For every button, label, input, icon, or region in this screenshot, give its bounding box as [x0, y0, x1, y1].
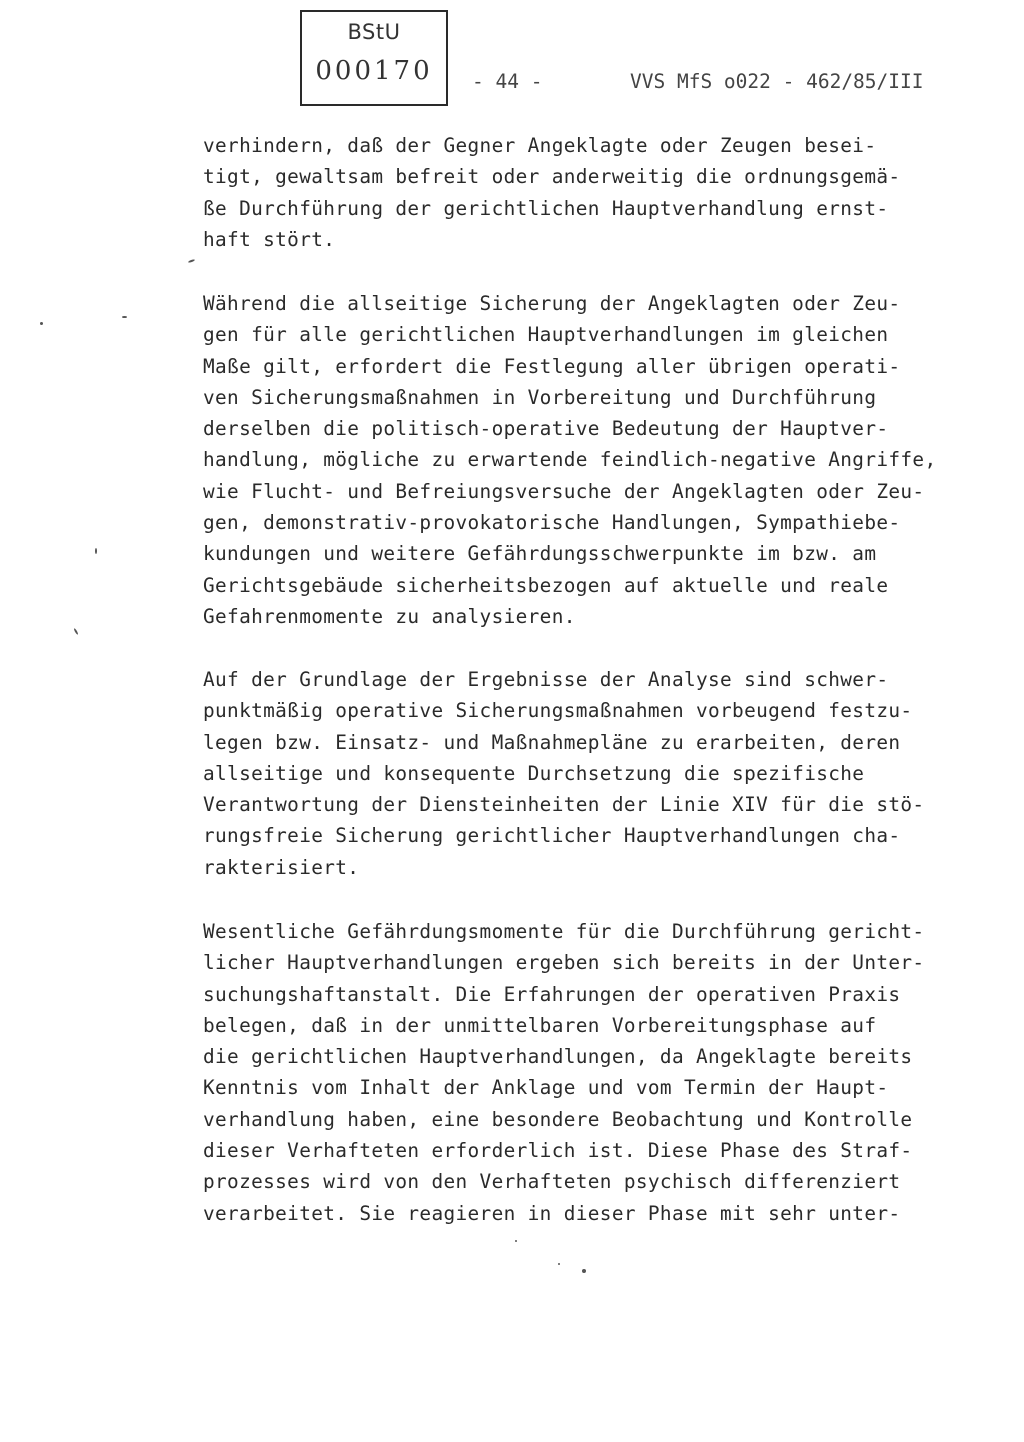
paragraph — [203, 664, 924, 883]
text-line: Kenntnis vom Inhalt der Anklage und vom Termin der Haupt- — [203, 1076, 889, 1100]
text-line: Verantwortung der Diensteinheiten der Linie XIV für die stö- — [203, 793, 925, 817]
scan-speck — [40, 322, 43, 325]
text-line: haft stört. — [203, 227, 336, 251]
text-line: wie Flucht- und Befreiungsversuche der Angeklagten oder Zeu- — [203, 479, 925, 503]
text-line: Wesentliche Gefährdungsmomente für die Durchführung gericht- — [203, 920, 925, 943]
text-line: verhindern, daß der Gegner Angeklagte oder Zeugen besei- — [203, 134, 877, 157]
scan-speck — [515, 1240, 517, 1242]
text-line: Während die allseitige Sicherung der Angeklagten oder Zeu- — [203, 292, 901, 315]
stamp-number: 000170 — [315, 56, 433, 86]
text-line: licher Hauptverhandlungen ergeben sich bereits in der Unter- — [203, 951, 925, 975]
page-number: - 44 - — [472, 70, 543, 93]
scan-speck — [73, 628, 78, 635]
text-line: dieser Verhafteten erforderlich ist. Diese Phase des Straf- — [203, 1139, 913, 1163]
text-line: rungsfreie Sicherung gerichtlicher Hauptverhandlungen cha- — [203, 824, 901, 848]
document-reference: VVS MfS o022 - 462/85/III — [630, 70, 924, 93]
text-line: derselben die politisch-operative Bedeutung der Hauptver- — [203, 417, 889, 441]
scan-speck — [95, 548, 97, 554]
text-line: Gerichtsgebäude sicherheitsbezogen auf aktuelle und reale — [203, 573, 889, 597]
scan-speck — [188, 259, 195, 263]
text-line: suchungshaftanstalt. Die Erfahrungen der operativen Praxis — [203, 982, 901, 1006]
archive-stamp — [300, 10, 448, 106]
text-line: kundungen und weitere Gefährdungsschwerpunkte im bzw. am — [203, 542, 877, 566]
text-line: Auf der Grundlage der Ergebnisse der Analyse sind schwer- — [203, 668, 889, 691]
text-line: verhandlung haben, eine besondere Beobachtung und Kontrolle — [203, 1107, 913, 1131]
scan-speck — [582, 1269, 586, 1273]
text-line: Maße gilt, erfordert die Festlegung aller übrigen operati- — [203, 354, 901, 378]
text-line: Gefahrenmomente zu analysieren. — [203, 604, 576, 628]
text-line: verarbeitet. Sie reagieren in dieser Phase mit sehr unter- — [203, 1201, 901, 1225]
text-line: belegen, daß in der unmittelbaren Vorbereitungsphase auf — [203, 1013, 877, 1037]
text-line: handlung, mögliche zu erwartende feindlich-negative Angriffe, — [203, 448, 937, 472]
paragraph — [203, 288, 936, 632]
text-line: allseitige und konsequente Durchsetzung die spezifische — [203, 761, 865, 785]
text-line: gen, demonstrativ-provokatorische Handlungen, Sympathiebe- — [203, 511, 901, 535]
paragraph — [203, 916, 924, 1229]
paragraph — [203, 130, 900, 255]
stamp-org: BStU — [347, 20, 401, 44]
scan-speck — [558, 1263, 560, 1265]
text-line: prozesses wird von den Verhafteten psychisch differenziert — [203, 1170, 901, 1194]
text-line: punktmäßig operative Sicherungsmaßnahmen vorbeugend festzu- — [203, 699, 913, 723]
text-line: ven Sicherungsmaßnahmen in Vorbereitung und Durchführung — [203, 385, 877, 409]
text-line: gen für alle gerichtlichen Hauptverhandlungen im gleichen — [203, 323, 889, 347]
text-line: legen bzw. Einsatz- und Maßnahmepläne zu erarbeiten, deren — [203, 730, 901, 754]
text-line: tigt, gewaltsam befreit oder anderweitig die ordnungsgemä- — [203, 165, 901, 189]
text-line: die gerichtlichen Hauptverhandlungen, da Angeklagte bereits — [203, 1045, 913, 1069]
text-line: ße Durchführung der gerichtlichen Hauptverhandlung ernst- — [203, 196, 889, 220]
scan-speck — [122, 316, 127, 318]
text-line: rakterisiert. — [203, 855, 360, 879]
